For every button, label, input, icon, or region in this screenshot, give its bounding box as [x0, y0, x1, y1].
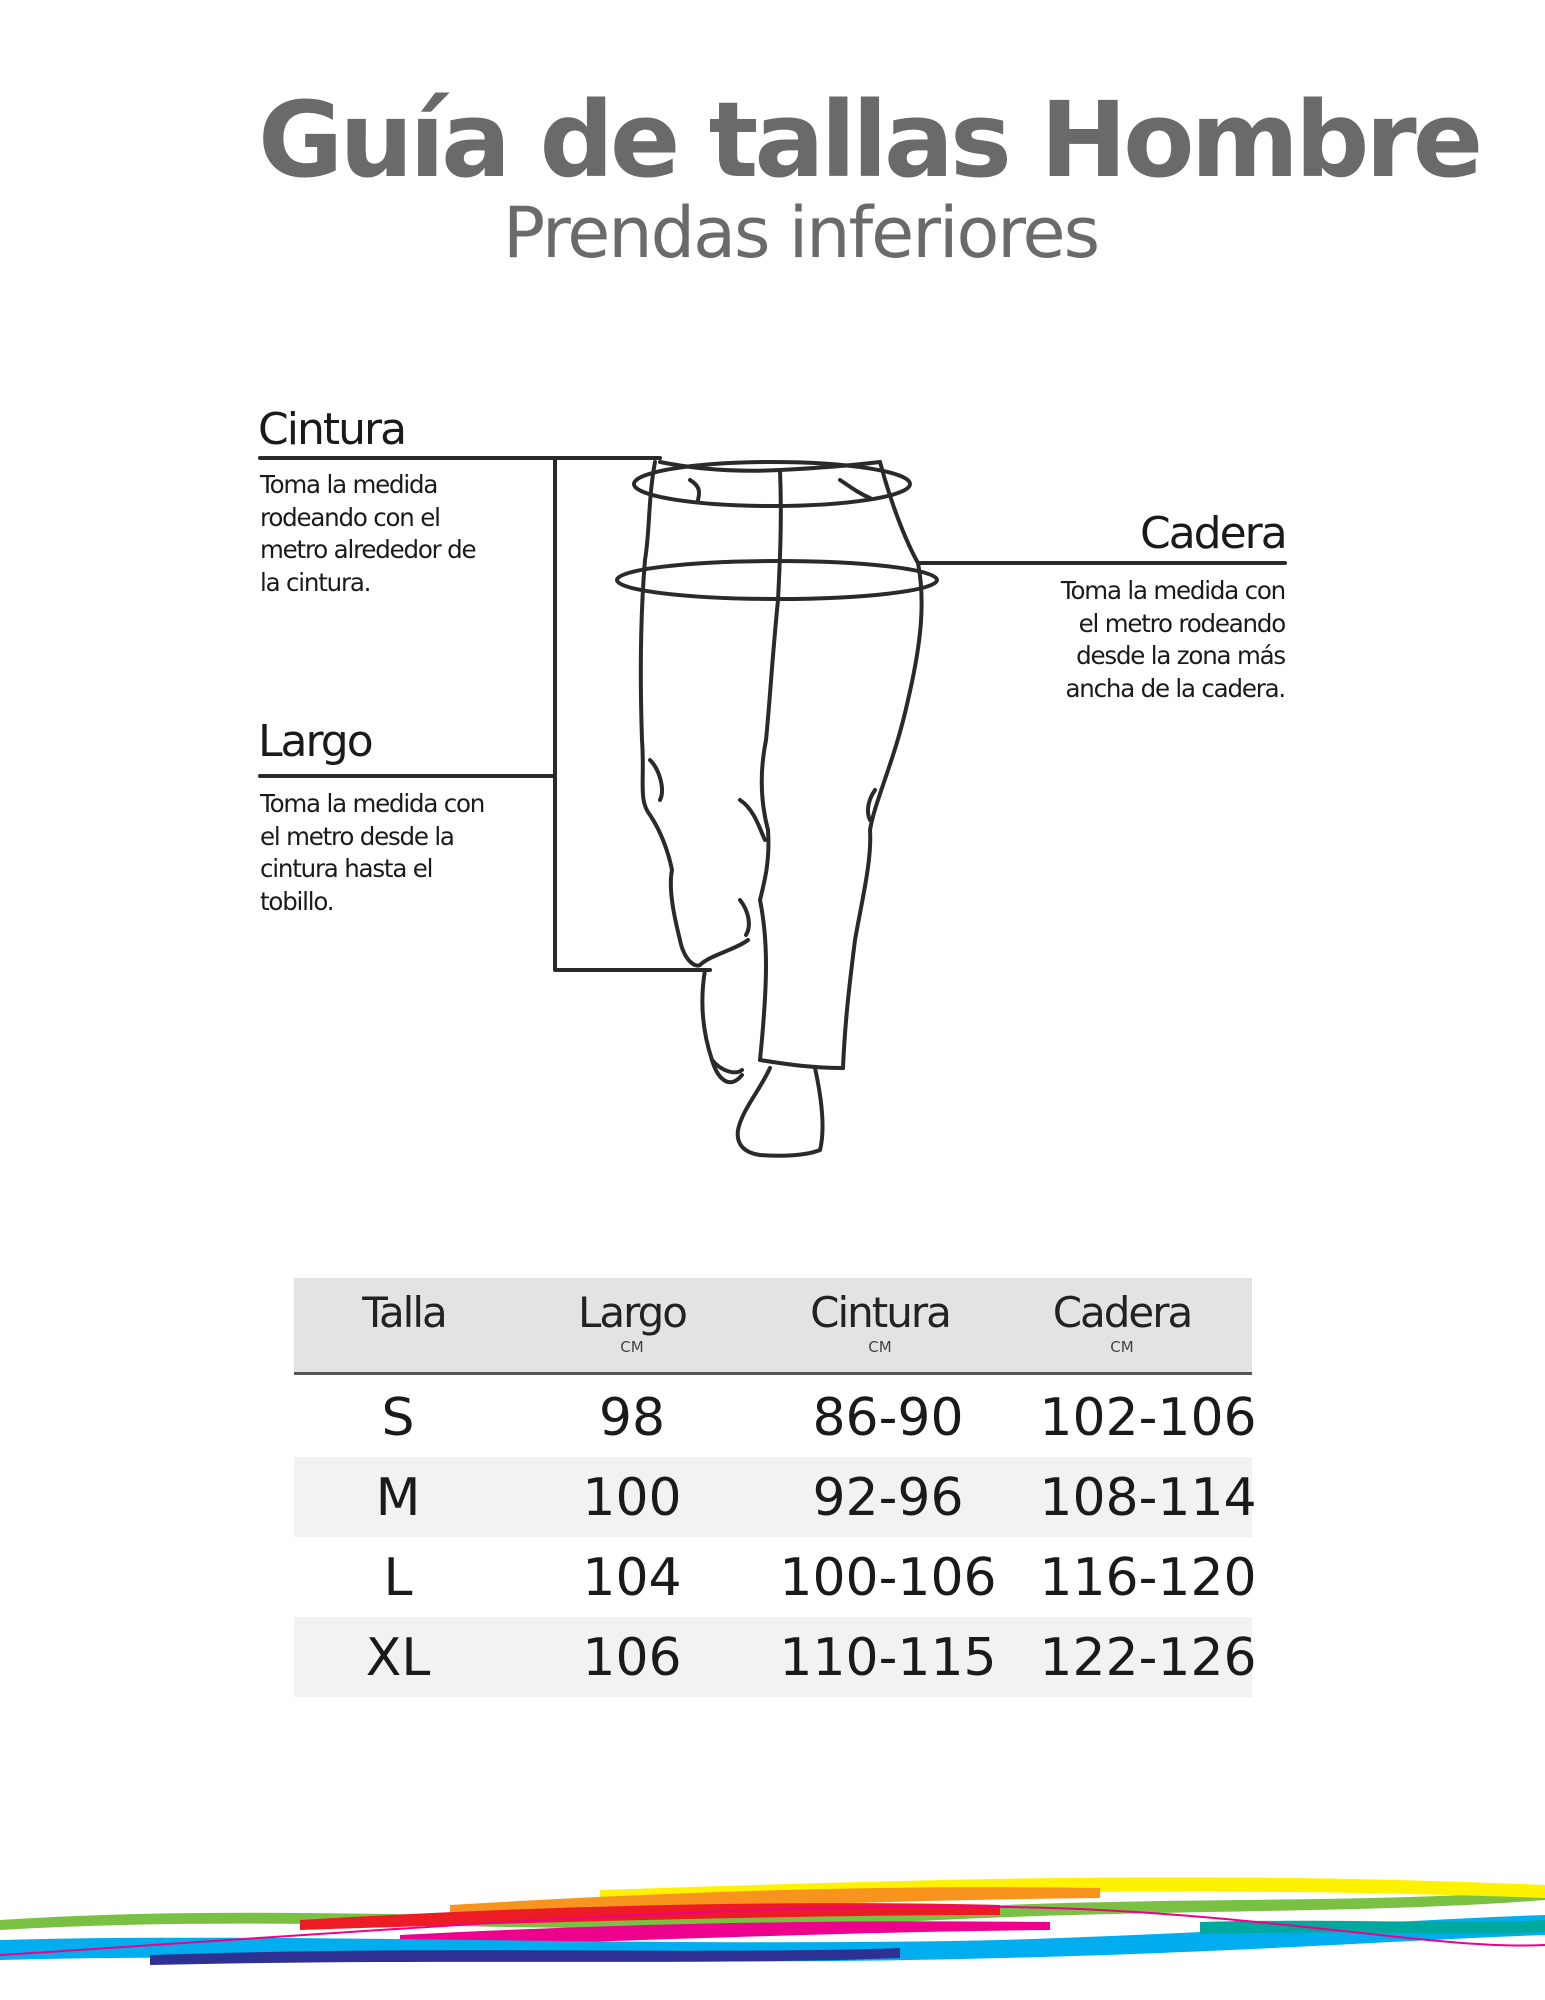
- cadera-description-line: Toma la medida con: [1060, 576, 1285, 605]
- cintura-description-line: la cintura.: [260, 567, 371, 597]
- size-table-header: [294, 1278, 1252, 1375]
- largo-guide-line: [555, 460, 710, 970]
- column-header-label: Largo: [577, 1288, 687, 1337]
- decorative-rainbow-stripes: [0, 1860, 1545, 2000]
- cadera-label: Cadera: [1140, 508, 1286, 559]
- column-header-talla: [294, 1288, 514, 1337]
- table-cell-cadera: 116-120: [1039, 1548, 1257, 1608]
- largo-description: [260, 788, 484, 918]
- table-cell-talla: S: [381, 1388, 415, 1448]
- table-cell-largo: 104: [582, 1548, 682, 1608]
- table-cell-talla: XL: [365, 1628, 431, 1688]
- cadera-description-line: desde la zona más: [1076, 641, 1285, 670]
- column-unit: CM: [868, 1338, 892, 1356]
- column-unit: CM: [620, 1338, 644, 1356]
- largo-description-line: cintura hasta el: [260, 854, 433, 883]
- cintura-description: [260, 469, 475, 599]
- column-header-cintura: [770, 1288, 990, 1356]
- largo-description-line: Toma la medida con: [260, 789, 485, 818]
- column-unit: CM: [1110, 1338, 1134, 1356]
- table-row: [294, 1537, 1257, 1617]
- cadera-description-line: ancha de la cadera.: [1065, 673, 1285, 703]
- column-header-largo: [522, 1288, 742, 1356]
- column-header-label: Cadera: [1052, 1288, 1192, 1337]
- cadera-description-line: el metro rodeando: [1078, 608, 1285, 638]
- size-table: [294, 1278, 1257, 1697]
- page-subtitle: Prendas inferiores: [503, 192, 1099, 274]
- table-row: [294, 1457, 1257, 1537]
- table-row: [294, 1377, 1257, 1457]
- table-cell-largo: 100: [582, 1468, 682, 1528]
- column-header-label: Cintura: [810, 1288, 950, 1337]
- table-cell-cadera: 122-126: [1039, 1628, 1257, 1688]
- table-row: [294, 1617, 1257, 1697]
- table-cell-talla: M: [375, 1468, 421, 1528]
- table-cell-largo: 98: [598, 1388, 666, 1448]
- cadera-description: [1025, 575, 1285, 705]
- table-cell-talla: L: [383, 1548, 413, 1608]
- table-cell-cintura: 100-106: [779, 1548, 997, 1608]
- cintura-description-line: Toma la medida: [260, 470, 438, 499]
- table-cell-cintura: 92-96: [812, 1468, 964, 1528]
- page-title: Guía de tallas Hombre: [258, 79, 1480, 201]
- largo-description-line: tobillo.: [260, 886, 334, 916]
- largo-description-line: el metro desde la: [260, 821, 454, 851]
- table-cell-cadera: 102-106: [1039, 1388, 1257, 1448]
- cintura-description-line: rodeando con el: [260, 502, 440, 532]
- cintura-description-line: metro alrededor de: [260, 535, 476, 564]
- table-cell-cintura: 86-90: [812, 1388, 964, 1448]
- cintura-label: Cintura: [258, 404, 406, 455]
- column-header-cadera: [1012, 1288, 1232, 1356]
- table-cell-cintura: 110-115: [779, 1628, 997, 1688]
- largo-label: Largo: [258, 716, 372, 767]
- table-cell-cadera: 108-114: [1039, 1468, 1257, 1528]
- table-cell-largo: 106: [582, 1628, 682, 1688]
- column-header-label: Talla: [362, 1288, 446, 1337]
